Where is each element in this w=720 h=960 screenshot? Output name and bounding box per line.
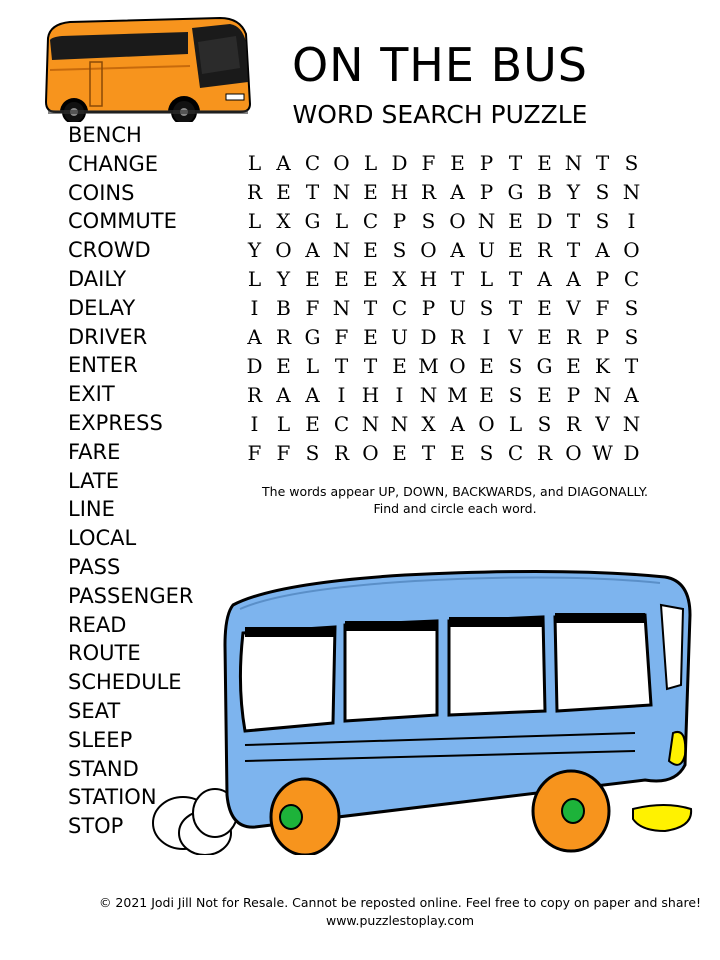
word-list-item: SCHEDULE xyxy=(68,670,182,695)
grid-letter[interactable]: I xyxy=(337,382,346,407)
word-list-item: BENCH xyxy=(68,123,142,147)
grid-letter[interactable]: Y xyxy=(276,266,291,291)
grid-letter[interactable]: S xyxy=(479,440,494,465)
grid-letter[interactable]: B xyxy=(537,179,552,204)
grid-letter[interactable]: O xyxy=(362,440,379,465)
word-list-item: PASS xyxy=(68,554,121,579)
grid-letter[interactable]: K xyxy=(595,353,610,378)
grid-letter[interactable]: C xyxy=(333,411,350,436)
copyright-text: © 2021 Jodi Jill Not for Resale. Cannot be reposted online. Feel free to copy on paper and share! xyxy=(98,895,702,910)
grid-letter[interactable]: E xyxy=(305,266,320,291)
grid-letter[interactable]: T xyxy=(334,353,349,378)
grid-letter[interactable]: S xyxy=(595,208,610,233)
word-list-item: STOP xyxy=(68,814,124,839)
grid-letter[interactable]: U xyxy=(449,295,466,320)
grid-letter[interactable]: S xyxy=(508,353,523,378)
word-list-item: LATE xyxy=(68,468,120,493)
grid-letter[interactable]: A xyxy=(276,150,291,175)
grid-letter[interactable]: E xyxy=(276,353,291,378)
grid-letter[interactable]: R xyxy=(246,382,263,407)
grid-letter[interactable]: N xyxy=(390,411,409,436)
grid-letter[interactable]: I xyxy=(250,295,259,320)
grid-letter[interactable]: G xyxy=(304,324,321,349)
grid-letter[interactable]: O xyxy=(449,353,466,378)
word-list-item: READ xyxy=(68,612,127,637)
grid-letter[interactable]: E xyxy=(479,382,494,407)
grid-letter[interactable]: P xyxy=(595,324,610,349)
grid-letter[interactable]: H xyxy=(390,179,409,204)
grid-row xyxy=(240,293,646,322)
grid-letter[interactable]: U xyxy=(478,237,495,262)
grid-letter[interactable]: E xyxy=(537,382,552,407)
grid-letter[interactable]: P xyxy=(595,266,610,291)
grid-letter[interactable]: X xyxy=(276,208,291,233)
grid-letter[interactable]: A xyxy=(247,324,262,349)
word-list-item: EXPRESS xyxy=(68,410,163,435)
grid-letter[interactable]: E xyxy=(334,266,349,291)
grid-letter[interactable]: T xyxy=(595,150,610,175)
grid-letter[interactable]: N xyxy=(622,179,641,204)
grid-letter[interactable]: F xyxy=(334,324,349,349)
grid-letter[interactable]: E xyxy=(508,237,523,262)
grid-letter[interactable]: E xyxy=(363,237,378,262)
grid-letter[interactable]: S xyxy=(595,179,610,204)
grid-letter[interactable]: Y xyxy=(247,237,262,262)
grid-row xyxy=(240,438,646,467)
grid-letter[interactable]: F xyxy=(276,440,291,465)
grid-row xyxy=(240,409,646,438)
grid-letter[interactable]: A xyxy=(305,237,320,262)
grid-letter[interactable]: P xyxy=(479,150,494,175)
grid-row xyxy=(240,177,646,206)
grid-letter[interactable]: F xyxy=(595,295,610,320)
grid-letter[interactable]: S xyxy=(537,411,552,436)
grid-letter[interactable]: O xyxy=(333,150,350,175)
grid-letter[interactable]: L xyxy=(363,150,378,175)
grid-letter[interactable]: L xyxy=(247,150,262,175)
grid-letter[interactable]: C xyxy=(362,208,379,233)
grid-letter[interactable]: L xyxy=(334,208,349,233)
cartoon-bus-illustration xyxy=(145,565,705,855)
grid-row xyxy=(240,322,646,351)
instructions-line-1: The words appear UP, DOWN, BACKWARDS, and DIAGONALLY. xyxy=(262,484,648,499)
grid-letter[interactable]: A xyxy=(566,266,581,291)
grid-letter[interactable]: V xyxy=(508,324,523,349)
exhaust-cloud-icon xyxy=(153,789,237,855)
grid-letter[interactable]: C xyxy=(507,440,524,465)
grid-letter[interactable]: S xyxy=(624,324,639,349)
grid-letter[interactable]: T xyxy=(508,295,523,320)
grid-letter[interactable]: R xyxy=(275,324,292,349)
grid-letter[interactable]: L xyxy=(247,266,262,291)
instructions-line-2: Find and circle each word. xyxy=(373,501,537,516)
word-list-item: SEAT xyxy=(68,698,121,723)
grid-letter[interactable]: C xyxy=(391,295,408,320)
grid-letter[interactable]: T xyxy=(305,179,320,204)
grid-letter[interactable]: T xyxy=(624,353,639,378)
grid-letter[interactable]: I xyxy=(395,382,404,407)
grid-letter[interactable]: T xyxy=(363,295,378,320)
grid-letter[interactable]: V xyxy=(566,295,581,320)
grid-letter[interactable]: E xyxy=(450,440,465,465)
grid-letter[interactable]: P xyxy=(566,382,581,407)
grid-letter[interactable]: N xyxy=(593,382,612,407)
grid-letter[interactable]: M xyxy=(447,382,468,407)
grid-letter[interactable]: D xyxy=(246,353,263,378)
grid-letter[interactable]: E xyxy=(363,266,378,291)
word-list-item: CROWD xyxy=(68,238,151,263)
grid-letter[interactable]: D xyxy=(420,324,437,349)
grid-letter[interactable]: D xyxy=(536,208,553,233)
grid-row xyxy=(240,148,646,177)
grid-letter[interactable]: N xyxy=(622,411,641,436)
grid-letter[interactable]: A xyxy=(450,237,465,262)
grid-letter[interactable]: R xyxy=(536,440,553,465)
word-list-item: SLEEP xyxy=(68,727,133,752)
grid-letter[interactable]: W xyxy=(592,440,613,465)
footer xyxy=(90,894,710,930)
grid-letter[interactable]: N xyxy=(564,150,583,175)
grid-letter[interactable]: S xyxy=(479,295,494,320)
grid-letter[interactable]: X xyxy=(392,266,407,291)
instructions xyxy=(250,483,660,517)
grid-letter[interactable]: O xyxy=(565,440,582,465)
grid-letter[interactable]: T xyxy=(450,266,465,291)
grid-letter[interactable]: L xyxy=(305,353,320,378)
grid-row xyxy=(240,264,646,293)
grid-letter[interactable]: E xyxy=(508,208,523,233)
grid-letter[interactable]: E xyxy=(566,353,581,378)
grid-letter[interactable]: G xyxy=(536,353,553,378)
grid-letter[interactable]: E xyxy=(537,295,552,320)
grid-letter[interactable]: N xyxy=(477,208,496,233)
grid-letter[interactable]: E xyxy=(392,353,407,378)
grid-letter[interactable]: T xyxy=(508,150,523,175)
grid-row xyxy=(240,206,646,235)
grid-letter[interactable]: V xyxy=(595,411,610,436)
grid-letter[interactable]: C xyxy=(304,150,321,175)
word-list-item: DRIVER xyxy=(68,324,148,349)
grid-letter[interactable]: F xyxy=(421,150,436,175)
grid-letter[interactable]: E xyxy=(537,324,552,349)
word-list-item: PASSENGER xyxy=(68,583,194,608)
word-list-item: CHANGE xyxy=(68,151,159,176)
grid-letter[interactable]: P xyxy=(392,208,407,233)
grid-letter[interactable]: S xyxy=(305,440,320,465)
grid-letter[interactable]: B xyxy=(276,295,291,320)
grid-letter[interactable]: R xyxy=(565,411,582,436)
grid-letter[interactable]: N xyxy=(419,382,438,407)
grid-letter[interactable]: R xyxy=(449,324,466,349)
grid-letter[interactable]: R xyxy=(333,440,350,465)
grid-letter[interactable]: L xyxy=(247,208,262,233)
grid-row xyxy=(240,235,646,264)
grid-letter[interactable]: O xyxy=(275,237,292,262)
grid-letter[interactable]: E xyxy=(392,440,407,465)
grid-letter[interactable]: A xyxy=(537,266,552,291)
word-list-item: STAND xyxy=(68,756,139,781)
grid-letter[interactable]: G xyxy=(507,179,524,204)
grid-letter[interactable]: Y xyxy=(566,179,581,204)
grid-letter[interactable]: E xyxy=(479,353,494,378)
grid-letter[interactable]: R xyxy=(420,179,437,204)
word-list-item: FARE xyxy=(68,439,121,464)
grid-letter[interactable]: E xyxy=(363,324,378,349)
grid-letter[interactable]: F xyxy=(305,295,320,320)
grid-letter[interactable]: A xyxy=(595,237,610,262)
grid-letter[interactable]: R xyxy=(565,324,582,349)
grid-letter[interactable]: N xyxy=(361,411,380,436)
coach-bus-illustration xyxy=(40,12,255,122)
grid-row xyxy=(240,380,646,409)
grid-letter[interactable]: L xyxy=(479,266,494,291)
grid-letter[interactable]: D xyxy=(623,440,640,465)
grid-letter[interactable]: L xyxy=(276,411,291,436)
word-list-item: COINS xyxy=(68,180,135,205)
word-list-item: COMMUTE xyxy=(68,209,177,234)
word-list-item: LOCAL xyxy=(68,526,137,551)
grid-letter[interactable]: E xyxy=(537,150,552,175)
grid-letter[interactable]: O xyxy=(449,208,466,233)
grid-letter[interactable]: S xyxy=(624,295,639,320)
grid-letter[interactable]: O xyxy=(420,237,437,262)
grid-letter[interactable]: H xyxy=(361,382,380,407)
grid-letter[interactable]: A xyxy=(624,382,639,407)
grid-letter[interactable]: T xyxy=(566,208,581,233)
grid-letter[interactable]: A xyxy=(305,382,320,407)
grid-letter[interactable]: S xyxy=(392,237,407,262)
grid-letter[interactable]: D xyxy=(391,150,408,175)
grid-letter[interactable]: S xyxy=(508,382,523,407)
grid-letter[interactable]: X xyxy=(421,411,436,436)
word-list-item: DELAY xyxy=(68,295,136,320)
grid-letter[interactable]: G xyxy=(304,208,321,233)
grid-letter[interactable]: N xyxy=(332,295,351,320)
grid-letter[interactable]: E xyxy=(363,179,378,204)
grid-letter[interactable]: S xyxy=(624,150,639,175)
grid-row xyxy=(240,351,646,380)
grid-letter[interactable]: E xyxy=(276,179,291,204)
website-link[interactable]: www.puzzlestoplay.com xyxy=(325,913,475,928)
grid-letter[interactable]: I xyxy=(627,208,636,233)
word-list-item: EXIT xyxy=(68,382,115,407)
grid-letter[interactable]: E xyxy=(450,150,465,175)
grid-letter[interactable]: I xyxy=(482,324,491,349)
grid-letter[interactable]: A xyxy=(276,382,291,407)
letter-grid xyxy=(240,148,646,467)
grid-letter[interactable]: F xyxy=(247,440,262,465)
grid-letter[interactable]: L xyxy=(508,411,523,436)
word-list-item: ENTER xyxy=(68,353,138,378)
grid-letter[interactable]: M xyxy=(418,353,439,378)
word-list-item: ROUTE xyxy=(68,641,141,666)
grid-letter[interactable]: H xyxy=(419,266,438,291)
page-subtitle: WORD SEARCH PUZZLE xyxy=(292,100,588,129)
grid-letter[interactable]: N xyxy=(332,179,351,204)
grid-letter[interactable]: C xyxy=(623,266,640,291)
grid-letter[interactable]: T xyxy=(363,353,378,378)
grid-letter[interactable]: O xyxy=(623,237,640,262)
grid-letter[interactable]: U xyxy=(391,324,408,349)
grid-letter[interactable]: A xyxy=(450,179,465,204)
grid-letter[interactable]: N xyxy=(332,237,351,262)
grid-letter[interactable]: T xyxy=(508,266,523,291)
word-list-item: LINE xyxy=(68,497,115,522)
grid-letter[interactable]: R xyxy=(246,179,263,204)
grid-letter[interactable]: O xyxy=(478,411,495,436)
grid-letter[interactable]: R xyxy=(536,237,553,262)
grid-letter[interactable]: S xyxy=(421,208,436,233)
grid-letter[interactable]: T xyxy=(421,440,436,465)
grid-letter[interactable]: I xyxy=(250,411,259,436)
grid-letter[interactable]: T xyxy=(566,237,581,262)
word-list-item: STATION xyxy=(68,785,157,810)
grid-letter[interactable]: P xyxy=(479,179,494,204)
grid-letter[interactable]: P xyxy=(421,295,436,320)
grid-letter[interactable]: E xyxy=(305,411,320,436)
grid-letter[interactable]: A xyxy=(450,411,465,436)
page-title: ON THE BUS xyxy=(291,38,589,92)
word-list-item: DAILY xyxy=(68,266,127,291)
